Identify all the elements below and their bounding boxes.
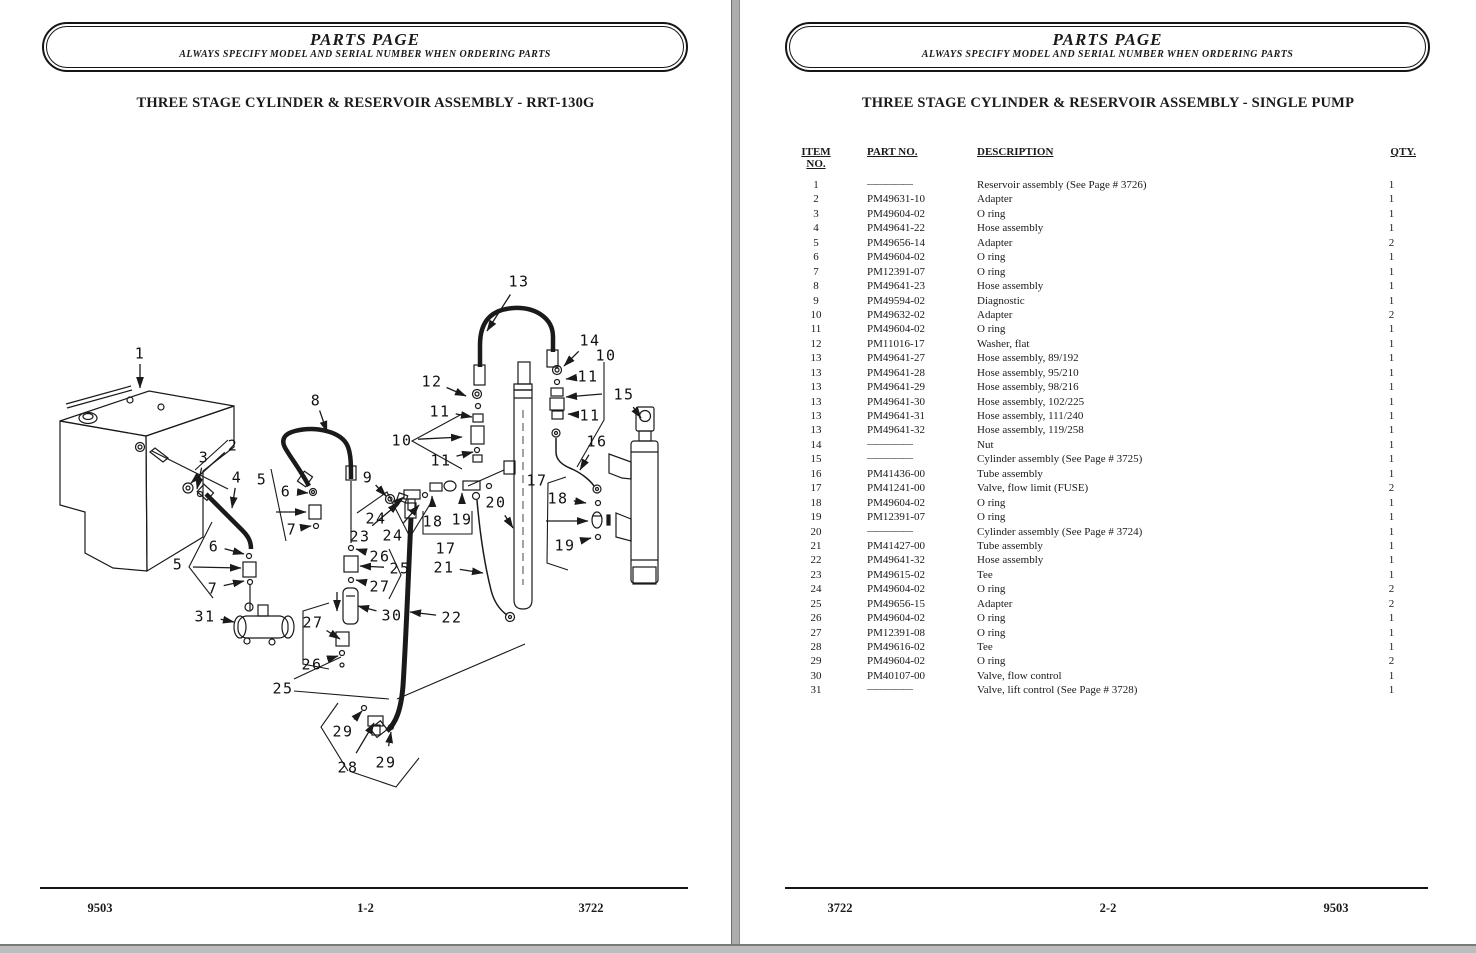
table-row xyxy=(791,438,1416,452)
cell-item-no: 21 xyxy=(810,539,822,552)
table-row xyxy=(791,322,1416,336)
cell-qty: 1 xyxy=(1388,669,1395,682)
table-row xyxy=(791,654,1416,668)
callout-number: 18 xyxy=(422,512,444,531)
table-row xyxy=(791,452,1416,466)
table-header-row xyxy=(791,146,1416,170)
callout-number: 18 xyxy=(547,489,569,508)
callout-leader xyxy=(633,407,641,418)
callout-number: 16 xyxy=(586,432,608,451)
callout-number: 15 xyxy=(613,385,635,404)
cell-item-no: 13 xyxy=(810,410,822,422)
footer-doc-number: 9503 xyxy=(87,901,113,915)
cell-description: O ring xyxy=(977,655,1006,668)
cell-description: Cylinder assembly (See Page # 3724) xyxy=(977,525,1143,538)
table-row xyxy=(791,380,1416,394)
cell-part-no: PM49641-30 xyxy=(867,395,926,408)
cell-part-no: PM49631-10 xyxy=(867,193,926,206)
cell-qty: 1 xyxy=(1388,352,1395,365)
cell-part-no: PM49604-02 xyxy=(867,496,926,509)
cell-qty: 1 xyxy=(1388,179,1395,191)
cell-qty: 1 xyxy=(1388,684,1395,697)
callout-number: 13 xyxy=(508,272,530,291)
table-row xyxy=(791,683,1416,697)
table-row xyxy=(791,423,1416,437)
cell-description: Tee xyxy=(977,641,993,653)
cell-item-no: 20 xyxy=(810,525,822,538)
cell-item-no: 27 xyxy=(810,626,822,639)
cell-item-no: 7 xyxy=(813,265,819,278)
cell-item-no: 19 xyxy=(810,511,822,524)
table-row xyxy=(791,611,1416,625)
callout-leader xyxy=(356,549,365,552)
cell-part-no: PM11016-17 xyxy=(867,337,925,350)
cell-item-no: 1 xyxy=(813,179,819,191)
page-footer xyxy=(740,901,1476,921)
callout-number: 14 xyxy=(579,331,601,350)
cell-qty: 1 xyxy=(1388,280,1395,293)
exploded-diagram xyxy=(0,0,731,944)
cell-part-no: PM49604-02 xyxy=(867,612,926,625)
table-row xyxy=(791,640,1416,654)
cell-description: O ring xyxy=(977,265,1006,278)
callout-number: 19 xyxy=(554,536,576,555)
table-row xyxy=(791,337,1416,351)
cell-qty: 1 xyxy=(1388,222,1395,235)
col-header-item: ITEM NO. xyxy=(801,146,831,170)
table-row xyxy=(791,366,1416,380)
callout-number: 24 xyxy=(365,509,387,528)
cell-description: Hose assembly xyxy=(977,280,1044,293)
cell-part-no: ————— xyxy=(867,525,912,537)
table-row xyxy=(791,250,1416,264)
cell-qty: 1 xyxy=(1388,395,1395,408)
callout-leader xyxy=(389,497,404,508)
cell-part-no: PM41427-00 xyxy=(867,539,926,552)
callout-number: 11 xyxy=(429,402,451,421)
footer-form-number: 3722 xyxy=(827,901,853,915)
footer-page-number: 2-2 xyxy=(1099,901,1117,915)
callout-leader xyxy=(376,485,386,496)
callout-leader xyxy=(303,526,311,527)
cell-description: Tube assembly xyxy=(977,539,1043,552)
cell-description: Adapter xyxy=(977,597,1013,610)
cell-item-no: 25 xyxy=(810,597,822,610)
cell-qty: 1 xyxy=(1388,554,1395,567)
cell-qty: 1 xyxy=(1388,641,1395,653)
callout-leader xyxy=(358,606,377,611)
cell-description: Cylinder assembly (See Page # 3725) xyxy=(977,453,1143,466)
callout-leader xyxy=(221,619,234,622)
cell-item-no: 15 xyxy=(810,453,822,466)
cell-part-no: PM12391-08 xyxy=(867,626,926,639)
cell-qty: 1 xyxy=(1388,496,1395,509)
cell-qty: 1 xyxy=(1388,612,1395,625)
callout-number: 30 xyxy=(381,606,403,625)
cell-part-no: PM49616-02 xyxy=(867,641,926,653)
table-row xyxy=(791,539,1416,553)
callout-number: 21 xyxy=(433,558,455,577)
callout-number: 11 xyxy=(577,367,599,386)
cell-qty: 1 xyxy=(1388,453,1395,466)
banner-frame xyxy=(789,26,1426,68)
banner-title: PARTS PAGE xyxy=(310,30,420,49)
page-left xyxy=(0,0,731,944)
footer-rule xyxy=(40,887,688,889)
cell-part-no: PM49604-02 xyxy=(867,207,926,220)
callout-leader xyxy=(447,388,466,397)
cell-qty: 1 xyxy=(1388,265,1395,278)
cell-qty: 1 xyxy=(1388,251,1395,264)
callout-leader xyxy=(564,351,579,366)
callout-leader xyxy=(457,452,474,456)
table-row xyxy=(791,294,1416,308)
cell-part-no: PM41241-00 xyxy=(867,482,926,495)
cell-qty: 1 xyxy=(1388,323,1395,336)
footer-form-number: 3722 xyxy=(578,901,604,915)
callout-number: 29 xyxy=(332,722,354,741)
cell-qty: 2 xyxy=(1388,583,1395,596)
callout-number: 10 xyxy=(391,431,413,450)
cell-description: Tee xyxy=(977,568,993,581)
col-header-description: DESCRIPTION xyxy=(977,146,1054,158)
footer-page-number: 1-2 xyxy=(357,901,374,915)
footer-doc-number: 9503 xyxy=(1323,901,1349,915)
tube-21 xyxy=(477,500,507,615)
cell-item-no: 2 xyxy=(813,193,819,206)
cell-description: Tube assembly xyxy=(977,467,1043,480)
cell-item-no: 13 xyxy=(810,366,822,379)
callout-number: 31 xyxy=(194,607,216,626)
footer-rule xyxy=(785,887,1428,889)
cell-qty: 2 xyxy=(1388,308,1395,321)
callout-number: 5 xyxy=(256,470,268,489)
cell-qty: 1 xyxy=(1388,207,1395,220)
table-body xyxy=(791,178,1416,698)
cell-description: Hose assembly xyxy=(977,554,1044,567)
cell-part-no: PM49615-02 xyxy=(867,568,926,581)
callout-number: 28 xyxy=(337,758,359,777)
cell-description: Diagnostic xyxy=(977,294,1025,307)
callout-number: 17 xyxy=(435,539,457,558)
cell-item-no: 28 xyxy=(810,641,822,653)
cell-description: O ring xyxy=(977,323,1006,336)
callout-leader xyxy=(356,723,374,753)
callout-number: 22 xyxy=(441,608,463,627)
callout-number: 24 xyxy=(382,526,404,545)
callout-leader xyxy=(580,455,589,470)
callout-leader xyxy=(580,538,591,541)
table-row xyxy=(791,279,1416,293)
cell-qty: 1 xyxy=(1388,381,1395,394)
cell-qty: 1 xyxy=(1388,438,1395,451)
cell-description: Adapter xyxy=(977,193,1013,206)
callout-leader xyxy=(225,549,244,554)
cell-qty: 1 xyxy=(1388,294,1395,307)
cell-qty: 1 xyxy=(1388,366,1395,379)
table-row xyxy=(791,207,1416,221)
cell-qty: 2 xyxy=(1388,597,1395,610)
table-row xyxy=(791,568,1416,582)
cell-part-no: PM49641-31 xyxy=(867,410,926,422)
table-row xyxy=(791,395,1416,409)
cell-part-no: ————— xyxy=(867,453,912,465)
cell-item-no: 18 xyxy=(810,496,822,509)
cell-part-no: PM40107-00 xyxy=(867,669,926,682)
cell-part-no: ————— xyxy=(867,438,912,450)
hose13-left-fitting xyxy=(474,365,485,385)
cell-description: Reservoir assembly (See Page # 3726) xyxy=(977,179,1147,191)
table-row xyxy=(791,669,1416,683)
cell-qty: 1 xyxy=(1388,626,1395,639)
cell-description: Adapter xyxy=(977,308,1013,321)
cell-item-no: 13 xyxy=(810,381,822,394)
callout-number: 6 xyxy=(208,537,220,556)
col-header-qty: QTY. xyxy=(1390,146,1416,158)
parts-table xyxy=(791,146,1416,698)
callout-number: 27 xyxy=(369,577,391,596)
cell-part-no: PM41436-00 xyxy=(867,467,926,480)
callout-number: 8 xyxy=(310,391,322,410)
cell-item-no: 9 xyxy=(813,294,819,307)
cell-description: O ring xyxy=(977,583,1006,596)
callout-number: 27 xyxy=(302,613,324,632)
cell-part-no: ————— xyxy=(867,179,912,190)
page-footer xyxy=(0,901,731,921)
banner-title: PARTS PAGE xyxy=(1052,30,1163,49)
cell-part-no: PM49641-28 xyxy=(867,366,926,379)
cell-qty: 2 xyxy=(1388,655,1395,668)
page-title: THREE STAGE CYLINDER & RESERVOIR ASSEMBLY - RRT-130G xyxy=(136,95,595,111)
cell-item-no: 8 xyxy=(813,280,819,293)
callout-number: 7 xyxy=(207,579,219,598)
table-row xyxy=(791,178,1416,192)
cell-qty: 2 xyxy=(1388,236,1395,249)
cell-part-no: PM49641-29 xyxy=(867,381,926,394)
cell-description: Hose assembly xyxy=(977,222,1044,235)
callout-leader xyxy=(574,501,586,503)
callout-number: 4 xyxy=(231,468,243,487)
cell-description: Nut xyxy=(977,438,994,451)
callout-number: 17 xyxy=(526,471,548,490)
cell-description: Hose assembly, 95/210 xyxy=(977,366,1079,379)
cell-part-no: PM49656-15 xyxy=(867,597,926,610)
table-row xyxy=(791,496,1416,510)
cell-item-no: 26 xyxy=(810,612,822,625)
cell-qty: 1 xyxy=(1388,511,1395,524)
callout-number: 11 xyxy=(430,451,452,470)
cell-description: Hose assembly, 119/258 xyxy=(977,424,1084,437)
page-title: THREE STAGE CYLINDER & RESERVOIR ASSEMBLY - SINGLE PUMP xyxy=(861,95,1355,111)
cell-item-no: 14 xyxy=(810,438,822,451)
cell-description: Valve, lift control (See Page # 3728) xyxy=(977,684,1138,697)
cell-item-no: 4 xyxy=(813,222,819,235)
cell-part-no: PM49641-32 xyxy=(867,554,926,567)
callout-number: 12 xyxy=(421,372,443,391)
cell-item-no: 5 xyxy=(813,236,819,249)
cell-part-no: PM49632-02 xyxy=(867,308,926,321)
callout-leader xyxy=(460,569,483,573)
cell-part-no: PM49604-02 xyxy=(867,323,926,336)
callout-number: 26 xyxy=(301,655,323,674)
table-row xyxy=(791,553,1416,567)
cell-part-no: PM49656-14 xyxy=(867,236,926,249)
cell-item-no: 13 xyxy=(810,352,822,365)
cell-part-no: PM12391-07 xyxy=(867,265,926,278)
cell-item-no: 11 xyxy=(810,323,822,336)
cell-description: Adapter xyxy=(977,236,1013,249)
callout-leader xyxy=(197,468,202,489)
hose-8 xyxy=(283,429,351,486)
cell-description: Hose assembly, 111/240 xyxy=(977,410,1084,422)
cell-part-no: ————— xyxy=(867,684,912,696)
cell-part-no: PM49641-22 xyxy=(867,222,926,235)
table-row xyxy=(791,481,1416,495)
parts-page-banner xyxy=(785,22,1430,72)
cell-item-no: 13 xyxy=(810,395,822,408)
cell-part-no: PM49594-02 xyxy=(867,294,926,307)
cell-item-no: 30 xyxy=(810,669,822,682)
cell-qty: 1 xyxy=(1388,568,1395,581)
table-row xyxy=(791,265,1416,279)
hose13-right-fitting xyxy=(547,350,558,367)
callout-leader xyxy=(566,378,572,379)
callout-leader xyxy=(487,295,510,332)
col-header-part: PART NO. xyxy=(867,146,918,158)
table-row xyxy=(791,525,1416,539)
page-divider xyxy=(731,0,740,944)
callout-number: 2 xyxy=(227,436,239,455)
banner-subtitle: ALWAYS SPECIFY MODEL AND SERIAL NUMBER WHEN ORDERING PARTS xyxy=(179,49,551,60)
valve-31 xyxy=(234,603,294,645)
callout-number: 19 xyxy=(451,510,473,529)
cell-description: Valve, flow limit (FUSE) xyxy=(977,482,1089,495)
callout-number: 6 xyxy=(280,482,292,501)
callout-leader xyxy=(410,612,436,615)
table-row xyxy=(791,582,1416,596)
cell-item-no: 31 xyxy=(810,684,822,697)
callout-leader xyxy=(356,580,365,582)
cell-part-no: PM49641-32 xyxy=(867,424,926,437)
cell-description: Hose assembly, 98/216 xyxy=(977,381,1079,394)
callout-number: 1 xyxy=(134,344,146,363)
cell-description: O ring xyxy=(977,251,1006,264)
table-row xyxy=(791,597,1416,611)
cell-description: O ring xyxy=(977,496,1006,509)
cell-qty: 1 xyxy=(1388,337,1395,350)
table-row xyxy=(791,236,1416,250)
cell-qty: 1 xyxy=(1388,424,1395,437)
callout-number: 26 xyxy=(369,547,391,566)
callout-leader xyxy=(360,566,384,567)
callout-number: 7 xyxy=(286,520,298,539)
cell-description: Hose assembly, 102/225 xyxy=(977,395,1085,408)
callout-leader xyxy=(224,581,244,586)
callout-number: 25 xyxy=(389,559,411,578)
table-row xyxy=(791,626,1416,640)
cell-item-no: 24 xyxy=(810,583,822,596)
callout-number: 5 xyxy=(172,555,184,574)
cell-item-no: 3 xyxy=(813,207,819,220)
cell-item-no: 22 xyxy=(810,554,822,567)
cell-description: Hose assembly, 89/192 xyxy=(977,352,1079,365)
callout-number: 23 xyxy=(349,527,371,546)
cell-qty: 2 xyxy=(1388,482,1395,495)
cell-description: Valve, flow control xyxy=(977,669,1062,682)
cylinder-15 xyxy=(609,407,658,584)
callout-number: 29 xyxy=(375,753,397,772)
table-row xyxy=(791,192,1416,206)
callout-leader xyxy=(297,492,308,493)
cell-description: O ring xyxy=(977,626,1006,639)
callout-number: 3 xyxy=(198,448,210,467)
cell-item-no: 13 xyxy=(810,424,822,437)
callout-leader xyxy=(232,488,235,508)
cell-description: O ring xyxy=(977,207,1006,220)
callout-number: 25 xyxy=(272,679,294,698)
cell-item-no: 12 xyxy=(810,337,822,350)
cell-item-no: 16 xyxy=(810,467,822,480)
cell-qty: 1 xyxy=(1388,193,1395,206)
table-row xyxy=(791,409,1416,423)
table-row xyxy=(791,351,1416,365)
cell-part-no: PM49604-02 xyxy=(867,251,926,264)
window-bottom-edge xyxy=(0,944,1476,953)
callout-leader xyxy=(389,732,391,746)
callout-number: 11 xyxy=(579,406,601,425)
table-row xyxy=(791,221,1416,235)
hose-13 xyxy=(480,308,553,367)
banner-subtitle: ALWAYS SPECIFY MODEL AND SERIAL NUMBER WHEN ORDERING PARTS xyxy=(921,49,1294,60)
cell-part-no: PM49641-27 xyxy=(867,352,926,365)
cell-qty: 1 xyxy=(1388,539,1395,552)
callout-leader xyxy=(418,437,462,439)
cell-qty: 1 xyxy=(1388,525,1395,538)
callout-leader xyxy=(566,394,602,397)
cell-description: Washer, flat xyxy=(977,337,1030,350)
table-row xyxy=(791,467,1416,481)
cell-item-no: 23 xyxy=(810,568,822,581)
table-row xyxy=(791,308,1416,322)
table-row xyxy=(791,510,1416,524)
cell-part-no: PM12391-07 xyxy=(867,511,926,524)
callout-leader xyxy=(505,515,513,528)
callout-number: 10 xyxy=(595,346,617,365)
cell-qty: 1 xyxy=(1388,467,1395,480)
cell-description: O ring xyxy=(977,511,1006,524)
hose-22 xyxy=(387,518,411,731)
cell-part-no: PM49604-02 xyxy=(867,655,926,668)
cell-item-no: 6 xyxy=(813,251,819,264)
fittings xyxy=(183,366,610,736)
cell-qty: 1 xyxy=(1388,410,1395,422)
cell-part-no: PM49604-02 xyxy=(867,583,926,596)
cell-part-no: PM49641-23 xyxy=(867,280,926,293)
cell-description: O ring xyxy=(977,612,1006,625)
page-right xyxy=(740,0,1476,944)
cell-item-no: 10 xyxy=(810,308,822,321)
callout-leader xyxy=(354,711,362,719)
cell-item-no: 29 xyxy=(810,655,822,668)
callout-leader xyxy=(193,567,241,568)
callout-number: 20 xyxy=(485,493,507,512)
cell-item-no: 17 xyxy=(810,482,822,495)
callout-number: 9 xyxy=(362,468,374,487)
